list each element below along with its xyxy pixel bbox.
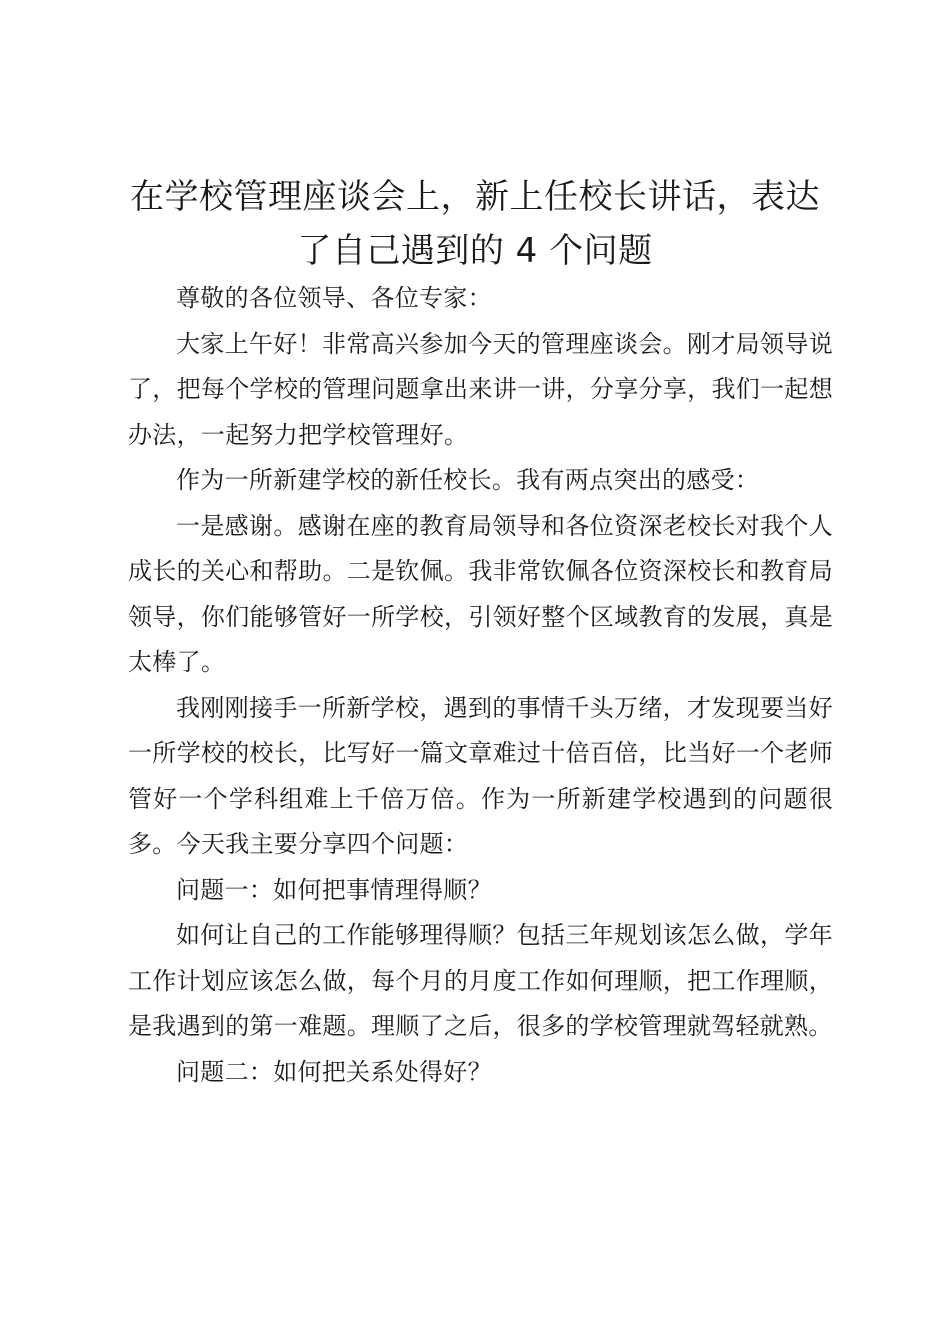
paragraph-salutation: 尊敬的各位领导、各位专家：	[176, 284, 492, 312]
title-line-1: 在学校管理座谈会上，新上任校长讲话，表达	[130, 177, 820, 217]
paragraph-feelings: 一是感谢。感谢在座的教育局领导和各位资深老校长对我个人成长的关心和帮助。二是钦佩。我非常钦佩各位资深校长和教育局领导，你们能够管好一所学校，引领好整个区域教育的发展，真是太棒了。	[128, 511, 833, 676]
paragraph-question-2-heading: 问题二：如何把关系处得好？	[176, 1057, 492, 1086]
document-title	[110, 170, 840, 278]
paragraph-greeting: 大家上午好！非常高兴参加今天的管理座谈会。刚才局领导说了，把每个学校的管理问题拿出来讲一讲，分享分享，我们一起想办法，一起努力把学校管理好。	[128, 329, 833, 449]
document-body	[128, 276, 833, 1095]
paragraph-question-1-body: 如何让自己的工作能够理得顺？包括三年规划该怎么做，学年工作计划应该怎么做，每个月的月度工作如何理顺，把工作理顺，是我遇到的第一难题。理顺了之后，很多的学校管理就驾轻就熟。	[128, 921, 833, 1040]
title-line-2: 了自己遇到的 4 个问题	[297, 231, 653, 271]
paragraph-intro: 作为一所新建学校的新任校长。我有两点突出的感受：	[176, 466, 760, 494]
paragraph-challenges: 我刚刚接手一所新学校，遇到的事情千头万绪，才发现要当好一所学校的校长，比写好一篇文章难过十倍百倍，比当好一个老师管好一个学科组难上千倍万倍。作为一所新建学校遇到的问题很多。今天我主要分享四个问题：	[128, 693, 833, 858]
paragraph-question-1-heading: 问题一：如何把事情理得顺？	[176, 875, 492, 904]
